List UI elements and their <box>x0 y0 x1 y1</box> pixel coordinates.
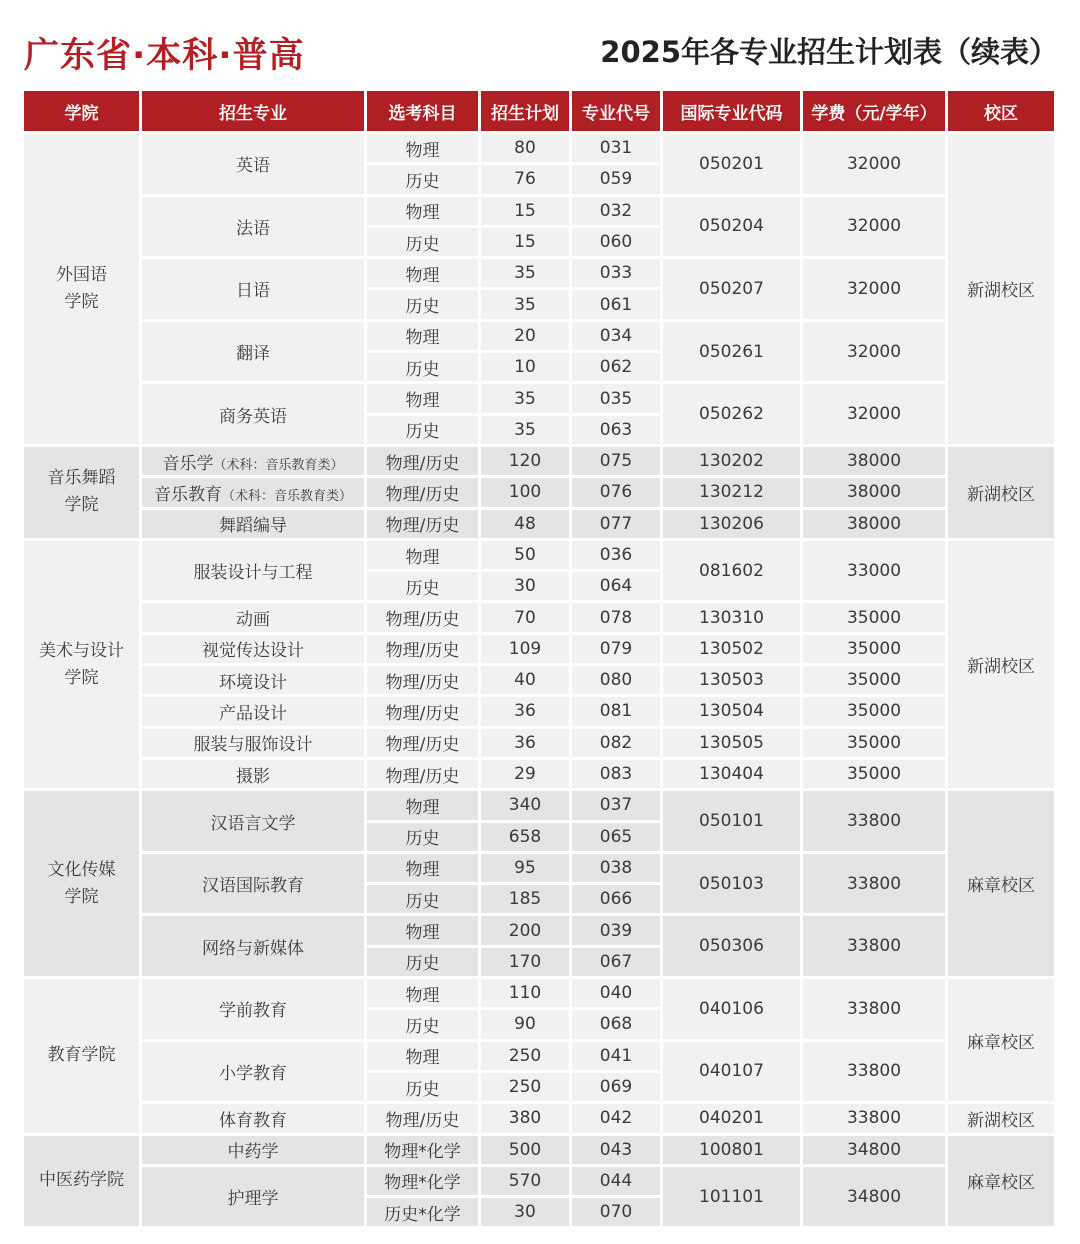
plan-cell: 30 <box>481 1198 569 1226</box>
intl-code-cell: 130505 <box>663 729 800 757</box>
intl-code-cell: 130310 <box>663 603 800 631</box>
fee-cell: 33800 <box>803 1042 945 1102</box>
intl-code-cell: 050101 <box>663 791 800 851</box>
subject-cell: 历史 <box>367 823 478 851</box>
major-name-cell <box>142 1167 364 1227</box>
major-name: 中药学 <box>227 1142 279 1163</box>
major-code-cell: 043 <box>572 1136 660 1164</box>
intl-code-cell: 040107 <box>663 1042 800 1102</box>
major-code-cell: 041 <box>572 1042 660 1070</box>
subject-cell: 历史 <box>367 165 478 193</box>
subject-cell: 历史 <box>367 290 478 318</box>
major-code-cell: 066 <box>572 885 660 913</box>
major-name-cell <box>142 384 364 444</box>
major-code-cell: 080 <box>572 666 660 694</box>
brand-title: 广东省·本科·普高 <box>24 36 305 76</box>
fee-cell: 38000 <box>803 478 945 506</box>
table-row <box>24 979 1054 1007</box>
plan-cell: 29 <box>481 760 569 788</box>
fee-cell: 33800 <box>803 854 945 914</box>
subject-cell: 历史 <box>367 1073 478 1101</box>
college-cell: 外国语 学院 <box>24 134 139 444</box>
major-code-cell: 079 <box>572 635 660 663</box>
table-body <box>24 134 1054 1226</box>
fee-cell: 33800 <box>803 916 945 976</box>
column-header: 专业代号 <box>572 91 660 131</box>
subject-cell: 物理*化学 <box>367 1136 478 1164</box>
major-code-cell: 038 <box>572 854 660 882</box>
plan-cell: 658 <box>481 823 569 851</box>
plan-cell: 110 <box>481 979 569 1007</box>
column-header: 选考科目 <box>367 91 478 131</box>
major-code-cell: 040 <box>572 979 660 1007</box>
table-row <box>24 854 1054 882</box>
table-row <box>24 760 1054 788</box>
college-cell: 教育学院 <box>24 979 139 1132</box>
table-row <box>24 510 1054 538</box>
plan-cell: 20 <box>481 322 569 350</box>
major-code-cell: 032 <box>572 197 660 225</box>
major-name-cell <box>142 666 364 694</box>
fee-cell: 34800 <box>803 1136 945 1164</box>
major-code-cell: 061 <box>572 290 660 318</box>
column-header: 学院 <box>24 91 139 131</box>
plan-cell: 185 <box>481 885 569 913</box>
table-row <box>24 635 1054 663</box>
subject-cell: 物理 <box>367 134 478 162</box>
major-name: 日语 <box>236 281 270 302</box>
subject-cell: 物理/历史 <box>367 603 478 631</box>
college-cell: 美术与设计 学院 <box>24 541 139 788</box>
intl-code-cell: 050261 <box>663 322 800 382</box>
major-name: 音乐学 <box>162 453 214 474</box>
major-code-cell: 039 <box>572 916 660 944</box>
subject-cell: 历史*化学 <box>367 1198 478 1226</box>
campus-cell: 麻章校区 <box>948 979 1054 1101</box>
major-name: 翻译 <box>236 344 270 365</box>
plan-cell: 95 <box>481 854 569 882</box>
intl-code-cell: 130502 <box>663 635 800 663</box>
fee-cell: 32000 <box>803 322 945 382</box>
subject-cell: 历史 <box>367 416 478 444</box>
intl-code-cell: 101101 <box>663 1167 800 1227</box>
major-code-cell: 064 <box>572 572 660 600</box>
table-row <box>24 322 1054 350</box>
major-code-cell: 035 <box>572 384 660 412</box>
fee-cell: 32000 <box>803 259 945 319</box>
subject-cell: 物理 <box>367 259 478 287</box>
fee-cell: 33800 <box>803 979 945 1039</box>
plan-cell: 80 <box>481 134 569 162</box>
fee-cell: 38000 <box>803 447 945 475</box>
intl-code-cell: 081602 <box>663 541 800 601</box>
major-code-cell: 037 <box>572 791 660 819</box>
subject-cell: 物理/历史 <box>367 635 478 663</box>
major-name-cell <box>142 1042 364 1102</box>
major-name-cell <box>142 478 364 506</box>
subject-cell: 物理*化学 <box>367 1167 478 1195</box>
table-row <box>24 1104 1054 1132</box>
column-header: 国际专业代码 <box>663 91 800 131</box>
campus-cell: 新湖校区 <box>948 541 1054 788</box>
major-code-cell: 082 <box>572 729 660 757</box>
major-code-cell: 077 <box>572 510 660 538</box>
major-name-cell <box>142 1104 364 1132</box>
table-row <box>24 916 1054 944</box>
major-name: 英语 <box>236 156 270 177</box>
column-header: 学费（元/学年） <box>803 91 945 131</box>
column-header: 校区 <box>948 91 1054 131</box>
intl-code-cell: 050306 <box>663 916 800 976</box>
major-code-cell: 075 <box>572 447 660 475</box>
major-code-cell: 059 <box>572 165 660 193</box>
major-name: 汉语言文学 <box>210 813 296 834</box>
major-name: 学前教育 <box>219 1001 287 1022</box>
college-cell: 中医药学院 <box>24 1136 139 1227</box>
subject-cell: 历史 <box>367 948 478 976</box>
table-row <box>24 1042 1054 1070</box>
fee-cell: 35000 <box>803 697 945 725</box>
plan-cell: 40 <box>481 666 569 694</box>
major-name: 摄影 <box>236 766 270 787</box>
subject-cell: 历史 <box>367 572 478 600</box>
enrollment-plan-table <box>21 88 1057 1229</box>
subject-cell: 物理/历史 <box>367 697 478 725</box>
intl-code-cell: 040201 <box>663 1104 800 1132</box>
major-code-cell: 060 <box>572 228 660 256</box>
plan-cell: 100 <box>481 478 569 506</box>
table-row <box>24 259 1054 287</box>
fee-cell: 35000 <box>803 635 945 663</box>
plan-cell: 120 <box>481 447 569 475</box>
subject-cell: 物理 <box>367 384 478 412</box>
plan-cell: 35 <box>481 384 569 412</box>
major-name: 服装设计与工程 <box>193 563 313 584</box>
plan-cell: 30 <box>481 572 569 600</box>
intl-code-cell: 130206 <box>663 510 800 538</box>
plan-cell: 50 <box>481 541 569 569</box>
table-header-row <box>24 91 1054 131</box>
major-name-cell <box>142 259 364 319</box>
plan-cell: 15 <box>481 228 569 256</box>
subject-cell: 历史 <box>367 228 478 256</box>
subject-cell: 物理 <box>367 979 478 1007</box>
major-code-cell: 076 <box>572 478 660 506</box>
subject-cell: 物理/历史 <box>367 447 478 475</box>
subject-cell: 物理 <box>367 322 478 350</box>
intl-code-cell: 040106 <box>663 979 800 1039</box>
major-name: 商务英语 <box>219 406 287 427</box>
intl-code-cell: 050103 <box>663 854 800 914</box>
intl-code-cell: 050201 <box>663 134 800 194</box>
major-name-cell <box>142 979 364 1039</box>
campus-cell: 新湖校区 <box>948 134 1054 444</box>
major-code-cell: 033 <box>572 259 660 287</box>
campus-cell: 新湖校区 <box>948 1104 1054 1132</box>
intl-code-cell: 130212 <box>663 478 800 506</box>
major-code-cell: 078 <box>572 603 660 631</box>
subject-cell: 物理 <box>367 197 478 225</box>
table-row <box>24 384 1054 412</box>
college-cell: 文化传媒 学院 <box>24 791 139 976</box>
plan-cell: 35 <box>481 259 569 287</box>
table-row <box>24 666 1054 694</box>
plan-cell: 70 <box>481 603 569 631</box>
major-code-cell: 081 <box>572 697 660 725</box>
intl-code-cell: 050204 <box>663 197 800 257</box>
major-name-cell <box>142 541 364 601</box>
subject-cell: 物理/历史 <box>367 478 478 506</box>
plan-cell: 340 <box>481 791 569 819</box>
fee-cell: 35000 <box>803 729 945 757</box>
major-name-cell <box>142 510 364 538</box>
major-code-cell: 069 <box>572 1073 660 1101</box>
major-name-cell <box>142 854 364 914</box>
fee-cell: 33000 <box>803 541 945 601</box>
major-code-cell: 042 <box>572 1104 660 1132</box>
fee-cell: 32000 <box>803 384 945 444</box>
plan-cell: 35 <box>481 290 569 318</box>
major-name: 动画 <box>236 610 270 631</box>
table-row <box>24 603 1054 631</box>
major-code-cell: 036 <box>572 541 660 569</box>
major-code-cell: 063 <box>572 416 660 444</box>
major-name-cell <box>142 134 364 194</box>
major-name: 护理学 <box>227 1189 279 1210</box>
plan-cell: 48 <box>481 510 569 538</box>
major-code-cell: 068 <box>572 1010 660 1038</box>
column-header: 招生计划 <box>481 91 569 131</box>
major-name: 视觉传达设计 <box>202 641 304 662</box>
major-code-cell: 062 <box>572 353 660 381</box>
plan-cell: 90 <box>481 1010 569 1038</box>
plan-cell: 36 <box>481 729 569 757</box>
intl-code-cell: 050262 <box>663 384 800 444</box>
plan-cell: 200 <box>481 916 569 944</box>
major-name: 法语 <box>236 218 270 239</box>
major-name-cell <box>142 447 364 475</box>
major-code-cell: 067 <box>572 948 660 976</box>
plan-cell: 170 <box>481 948 569 976</box>
table-row <box>24 1167 1054 1195</box>
table-row <box>24 697 1054 725</box>
table-row <box>24 478 1054 506</box>
intl-code-cell: 130202 <box>663 447 800 475</box>
subject-cell: 物理 <box>367 791 478 819</box>
major-name: 产品设计 <box>219 703 287 724</box>
fee-cell: 35000 <box>803 760 945 788</box>
major-name-cell <box>142 916 364 976</box>
major-name-cell <box>142 635 364 663</box>
fee-cell: 32000 <box>803 134 945 194</box>
major-name-cell <box>142 603 364 631</box>
major-code-cell: 083 <box>572 760 660 788</box>
intl-code-cell: 130504 <box>663 697 800 725</box>
intl-code-cell: 050207 <box>663 259 800 319</box>
plan-cell: 76 <box>481 165 569 193</box>
major-name-cell <box>142 760 364 788</box>
subject-cell: 物理/历史 <box>367 729 478 757</box>
major-name: 体育教育 <box>219 1110 287 1131</box>
subject-cell: 物理/历史 <box>367 1104 478 1132</box>
table-row <box>24 791 1054 819</box>
subject-cell: 历史 <box>367 353 478 381</box>
major-code-cell: 031 <box>572 134 660 162</box>
major-name: 舞蹈编导 <box>219 516 287 537</box>
major-name: 小学教育 <box>219 1063 287 1084</box>
subject-cell: 物理/历史 <box>367 666 478 694</box>
subject-cell: 历史 <box>367 885 478 913</box>
subject-cell: 物理 <box>367 541 478 569</box>
intl-code-cell: 130503 <box>663 666 800 694</box>
fee-cell: 33800 <box>803 791 945 851</box>
subject-cell: 物理/历史 <box>367 760 478 788</box>
plan-cell: 36 <box>481 697 569 725</box>
major-code-cell: 065 <box>572 823 660 851</box>
plan-cell: 15 <box>481 197 569 225</box>
subject-cell: 历史 <box>367 1010 478 1038</box>
table-row <box>24 541 1054 569</box>
major-code-cell: 070 <box>572 1198 660 1226</box>
fee-cell: 35000 <box>803 666 945 694</box>
major-name-cell <box>142 729 364 757</box>
major-name: 服装与服饰设计 <box>193 735 313 756</box>
subject-cell: 物理 <box>367 854 478 882</box>
document-title: 2025年各专业招生计划表（续表） <box>600 35 1058 69</box>
major-name-cell <box>142 1136 364 1164</box>
fee-cell: 35000 <box>803 603 945 631</box>
campus-cell: 麻章校区 <box>948 791 1054 976</box>
plan-cell: 500 <box>481 1136 569 1164</box>
fee-cell: 38000 <box>803 510 945 538</box>
major-code-cell: 044 <box>572 1167 660 1195</box>
major-name: 音乐教育 <box>153 484 222 505</box>
plan-cell: 35 <box>481 416 569 444</box>
intl-code-cell: 130404 <box>663 760 800 788</box>
subject-cell: 物理 <box>367 916 478 944</box>
column-header: 招生专业 <box>142 91 364 131</box>
major-name: 网络与新媒体 <box>202 938 304 959</box>
major-note: （术科：音乐教育类） <box>213 457 344 473</box>
plan-cell: 570 <box>481 1167 569 1195</box>
major-name-cell <box>142 197 364 257</box>
major-note: （术科：音乐教育类） <box>221 488 352 504</box>
fee-cell: 34800 <box>803 1167 945 1227</box>
college-cell: 音乐舞蹈 学院 <box>24 447 139 538</box>
major-code-cell: 034 <box>572 322 660 350</box>
table-row <box>24 447 1054 475</box>
major-name-cell <box>142 791 364 851</box>
major-name: 环境设计 <box>219 672 287 693</box>
subject-cell: 物理 <box>367 1042 478 1070</box>
subject-cell: 物理/历史 <box>367 510 478 538</box>
major-name: 汉语国际教育 <box>202 876 304 897</box>
table-row <box>24 134 1054 162</box>
plan-cell: 109 <box>481 635 569 663</box>
campus-cell: 新湖校区 <box>948 447 1054 538</box>
major-name-cell <box>142 697 364 725</box>
fee-cell: 33800 <box>803 1104 945 1132</box>
table-row <box>24 1136 1054 1164</box>
plan-cell: 10 <box>481 353 569 381</box>
plan-cell: 380 <box>481 1104 569 1132</box>
plan-cell: 250 <box>481 1073 569 1101</box>
fee-cell: 32000 <box>803 197 945 257</box>
table-row <box>24 729 1054 757</box>
campus-cell: 麻章校区 <box>948 1136 1054 1227</box>
major-name-cell <box>142 322 364 382</box>
page-header <box>0 0 1080 88</box>
plan-cell: 250 <box>481 1042 569 1070</box>
table-row <box>24 197 1054 225</box>
intl-code-cell: 100801 <box>663 1136 800 1164</box>
